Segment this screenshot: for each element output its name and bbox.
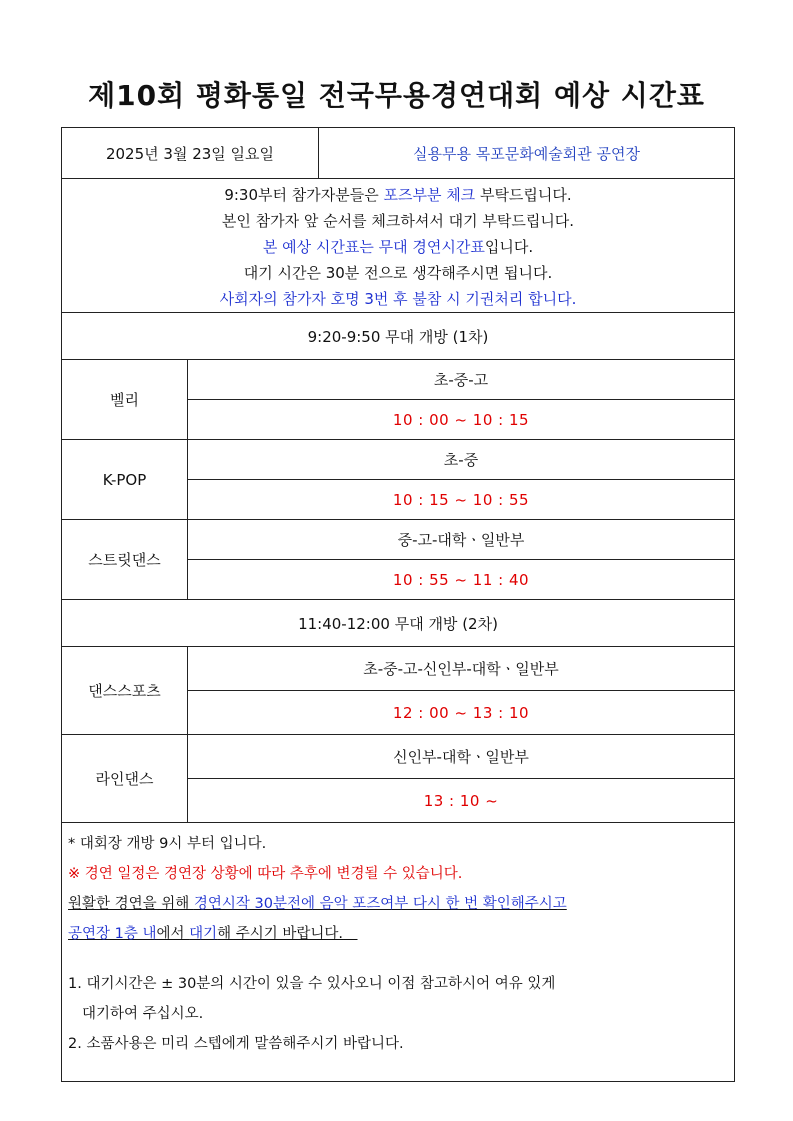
note-highlight: 경연시작 30분전에 음악 포즈여부 다시 한 번 확인해주시고 [193,896,567,912]
stage-open-2: 11:40-12:00 무대 개방 (2차) [62,600,735,647]
header-row [62,128,735,179]
note-open-time: * 대회장 개방 9시 부터 입니다. [68,836,267,852]
notice-line-3 [62,234,734,260]
event-time: 10 : 15 ~ 10 : 55 [188,480,735,520]
notice-highlight: 본 예상 시간표는 무대 경연시간표 [262,237,485,256]
event-genre: 라인댄스 [62,735,188,823]
event-row [62,440,735,480]
event-levels: 중-고-대학ㆍ일반부 [188,520,735,560]
notice-text: 입니다. [484,237,534,256]
event-row [62,647,735,691]
notice-line-4: 대기 시간은 30분 전으로 생각해주시면 됩니다. [243,263,553,282]
event-genre: 벨리 [62,360,188,440]
event-levels: 초-중-고 [188,360,735,400]
notice-text: 9:30부터 참가자분들은 [224,185,384,204]
page-title: 제10회 평화통일 전국무용경연대회 예상 시간표 [88,79,705,112]
event-venue: 실용무용 목포문화예술회관 공연장 [319,128,735,179]
notice-highlight: 포즈부분 체크 [383,185,476,204]
notice-text: 부탁드립니다. [475,185,572,204]
notice-row [62,179,735,313]
notice-line-5: 사회자의 참가자 호명 3번 후 불참 시 기권처리 합니다. [219,289,577,308]
note-text: 에서 [156,926,190,942]
event-genre: 댄스스포츠 [62,647,188,735]
note-text: 해 주시기 바랍니다. [217,926,344,942]
notice-line-2: 본인 참가자 앞 순서를 체크하셔서 대기 부탁드립니다. [221,211,575,230]
spacer [68,949,728,969]
note-highlight: 공연장 1층 내 [68,926,157,942]
event-time: 13 : 10 ~ [188,779,735,823]
event-levels: 신인부-대학ㆍ일반부 [188,735,735,779]
schedule-table [61,127,735,1082]
note-highlight: 대기 [189,926,218,942]
note-item-1-cont: 대기하여 주십시오. [82,1006,204,1022]
notes-block [62,823,735,1082]
note-wait-location [68,919,728,949]
note-item-2: 2. 소품사용은 미리 스텝에게 말씀해주시기 바랍니다. [68,1036,404,1052]
note-music-check [68,889,728,919]
stage-open-1: 9:20-9:50 무대 개방 (1차) [62,313,735,360]
event-genre: 스트릿댄스 [62,520,188,600]
stage-open-row-1 [62,313,735,360]
notice-block [62,179,735,313]
event-genre: K-POP [62,440,188,520]
event-time: 12 : 00 ~ 13 : 10 [188,691,735,735]
event-row [62,735,735,779]
event-time: 10 : 55 ~ 11 : 40 [188,560,735,600]
notes-row [62,823,735,1082]
note-text: 원활한 경연을 위해 [68,896,194,912]
event-levels: 초-중 [188,440,735,480]
event-time: 10 : 00 ~ 10 : 15 [188,400,735,440]
event-levels: 초-중-고-신인부-대학ㆍ일반부 [188,647,735,691]
event-row [62,360,735,400]
event-date: 2025년 3월 23일 일요일 [62,128,319,179]
stage-open-row-2 [62,600,735,647]
note-schedule-change: ※ 경연 일정은 경연장 상황에 따라 추후에 변경될 수 있습니다. [68,866,463,882]
note-item-1: 1. 대기시간은 ± 30분의 시간이 있을 수 있사오니 이점 참고하시어 여유 있게 [68,976,556,992]
notice-line-1 [62,182,734,208]
event-row [62,520,735,560]
